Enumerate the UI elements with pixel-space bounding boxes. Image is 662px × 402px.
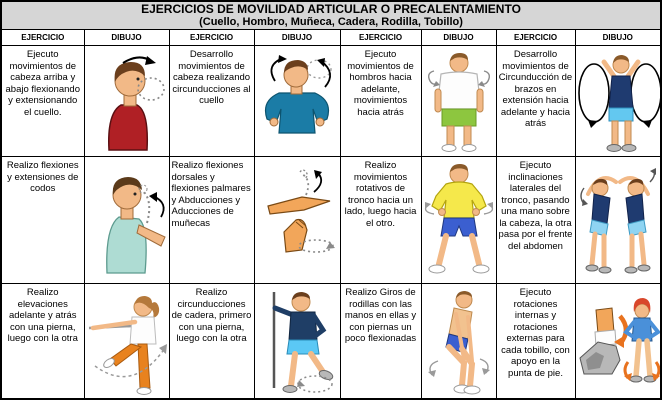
exercise-cell: Desarrollo movimientos de cabeza realizando circunducciones al cuello <box>169 46 254 157</box>
table-row <box>1 157 661 284</box>
arm-circumduction-drawing <box>576 48 662 154</box>
elbow-flexion-extension-drawing <box>87 165 167 275</box>
drawing-cell <box>84 284 169 399</box>
column-header-dibujo-4: DIBUJO <box>575 30 661 46</box>
drawing-cell <box>421 46 496 157</box>
wrist-flexion-abduction-drawing <box>256 166 338 274</box>
exercise-cell: Ejecuto movimientos de hombros hacia adelante, movimientos hacia atrás <box>340 46 421 157</box>
exercise-cell: Ejecuto movimientos de cabeza arriba y abajo flexionando y extensionando el cuello. <box>1 46 84 157</box>
column-header-dibujo-3: DIBUJO <box>421 30 496 46</box>
trunk-rotation-drawing <box>422 160 496 280</box>
ankle-rotation-drawing <box>576 286 660 396</box>
exercise-cell: Realizo elevaciones adelante y atrás con una pierna, luego con la otra <box>1 284 84 399</box>
column-header-ejercicio-3: EJERCICIO <box>340 30 421 46</box>
exercise-cell: Realizo flexiones y extensiones de codos <box>1 157 84 284</box>
neck-circumduction-drawing <box>255 51 339 151</box>
drawing-cell <box>254 157 340 284</box>
table-row <box>1 46 661 157</box>
exercise-cell: Realizo movimientos rotativos de tronco hacia un lado, luego hacia el otro. <box>340 157 421 284</box>
exercise-cell: Ejecuto rotaciones internas y rotaciones externas para cada tobillo, con apoyo en la punta de pie. <box>496 284 575 399</box>
header-row <box>1 30 661 46</box>
column-header-ejercicio-2: EJERCICIO <box>169 30 254 46</box>
table-title-cell <box>1 1 661 30</box>
column-header-dibujo-1: DIBUJO <box>84 30 169 46</box>
column-header-dibujo-2: DIBUJO <box>254 30 340 46</box>
drawing-cell <box>84 157 169 284</box>
drawing-cell <box>575 284 661 399</box>
shoulder-roll-drawing <box>424 49 494 153</box>
drawing-cell <box>84 46 169 157</box>
trunk-lateral-bend-drawing <box>576 164 660 276</box>
exercise-cell: Realizo circunducciones de cadera, primero con una pierna, luego con la otra <box>169 284 254 399</box>
drawing-cell <box>421 157 496 284</box>
drawing-cell <box>575 157 661 284</box>
column-header-ejercicio-1: EJERCICIO <box>1 30 84 46</box>
drawing-cell <box>421 284 496 399</box>
page-subtitle: (Cuello, Hombro, Muñeca, Cadera, Rodilla, Tobillo) <box>199 16 463 28</box>
leg-swing-drawing <box>85 286 169 396</box>
exercise-cell: Realizo Giros de rodillas con las manos en ellas y con piernas un poco flexionadas <box>340 284 421 399</box>
hip-circumduction-drawing <box>257 286 337 396</box>
page-title: EJERCICIOS DE MOVILIDAD ARTICULAR O PRECALENTAMIENTO <box>141 2 521 16</box>
exercise-cell: Ejecuto inclinaciones laterales del tronco, pasando una mano sobre la cabeza, la otra pasa por el frente del abdomen <box>496 157 575 284</box>
drawing-cell <box>575 46 661 157</box>
knee-rotation-drawing <box>422 285 496 397</box>
drawing-cell <box>254 46 340 157</box>
neck-flexion-extension-drawing <box>87 51 167 151</box>
exercise-cell: Desarrollo movimientos de Circunducción de brazos en extensión hacia adelante y hacia atrás <box>496 46 575 157</box>
table-row <box>1 284 661 399</box>
column-header-ejercicio-4: EJERCICIO <box>496 30 575 46</box>
drawing-cell <box>254 284 340 399</box>
exercise-cell: Realizo flexiones dorsales y flexiones palmares y Abducciones y Aducciones de muñecas <box>169 157 254 284</box>
title-row <box>1 1 661 30</box>
